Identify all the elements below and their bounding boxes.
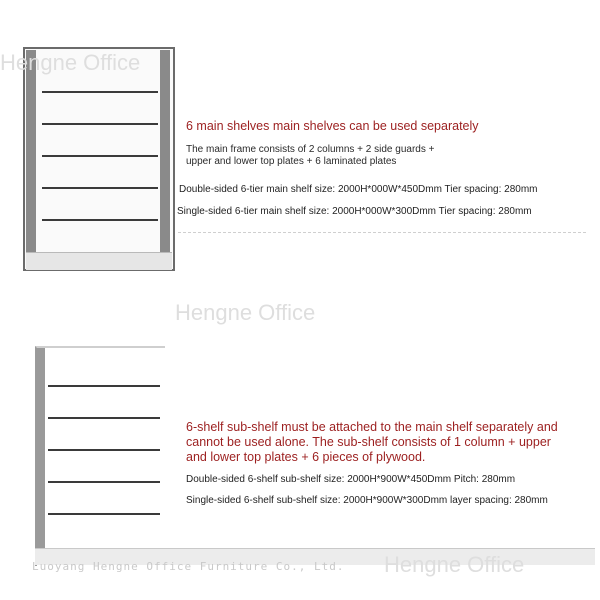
section1-spec-single: Single-sided 6-tier main shelf size: 2000H*000W*300Dmm Tier spacing: 280mm xyxy=(177,206,532,217)
section2-spec-single: Single-sided 6-shelf sub-shelf size: 2000H*900W*300Dmm layer spacing: 280mm xyxy=(186,495,548,506)
section1-description: The main frame consists of 2 columns + 2 side guards + upper and lower top plates + 6 laminated plates xyxy=(186,144,435,167)
sub-shelf-tier-1 xyxy=(48,385,160,387)
sub-shelf-tier-3 xyxy=(48,449,160,451)
main-shelf-tier-2 xyxy=(42,123,158,125)
sub-shelf-tier-4 xyxy=(48,481,160,483)
watermark-middle: Hengne Office xyxy=(175,300,316,325)
main-shelf-tier-1 xyxy=(42,91,158,93)
main-shelf-left-column xyxy=(26,50,36,253)
watermark-footer: Luoyang Hengne Office Furniture Co., Ltd. xyxy=(32,560,345,573)
section1-divider xyxy=(178,232,586,233)
watermark-top: Hengne Office xyxy=(0,50,141,75)
watermark-bottom-right: Hengne Office xyxy=(384,552,525,577)
sub-shelf-frame xyxy=(35,346,165,566)
main-shelf-base xyxy=(26,252,172,270)
main-shelf-tier-5 xyxy=(42,219,158,221)
main-shelf-right-column xyxy=(160,50,170,253)
sub-shelf-tier-5 xyxy=(48,513,160,515)
section2-title: 6-shelf sub-shelf must be attached to the main shelf separately and cannot be used alone. The sub-shelf consists of 1 column + upper and lower top plates + 6 pieces of plywood. xyxy=(186,420,558,464)
section2-spec-double: Double-sided 6-shelf sub-shelf size: 2000H*900W*450Dmm Pitch: 280mm xyxy=(186,474,516,485)
main-shelf-tier-4 xyxy=(42,187,158,189)
section1-spec-double: Double-sided 6-tier main shelf size: 2000H*000W*450Dmm Tier spacing: 280mm xyxy=(179,184,538,195)
section1-title: 6 main shelves main shelves can be used separately xyxy=(186,119,479,133)
sub-shelf-tier-2 xyxy=(48,417,160,419)
sub-shelf-column xyxy=(36,348,45,548)
main-shelf-tier-3 xyxy=(42,155,158,157)
main-shelf-frame xyxy=(23,47,175,271)
